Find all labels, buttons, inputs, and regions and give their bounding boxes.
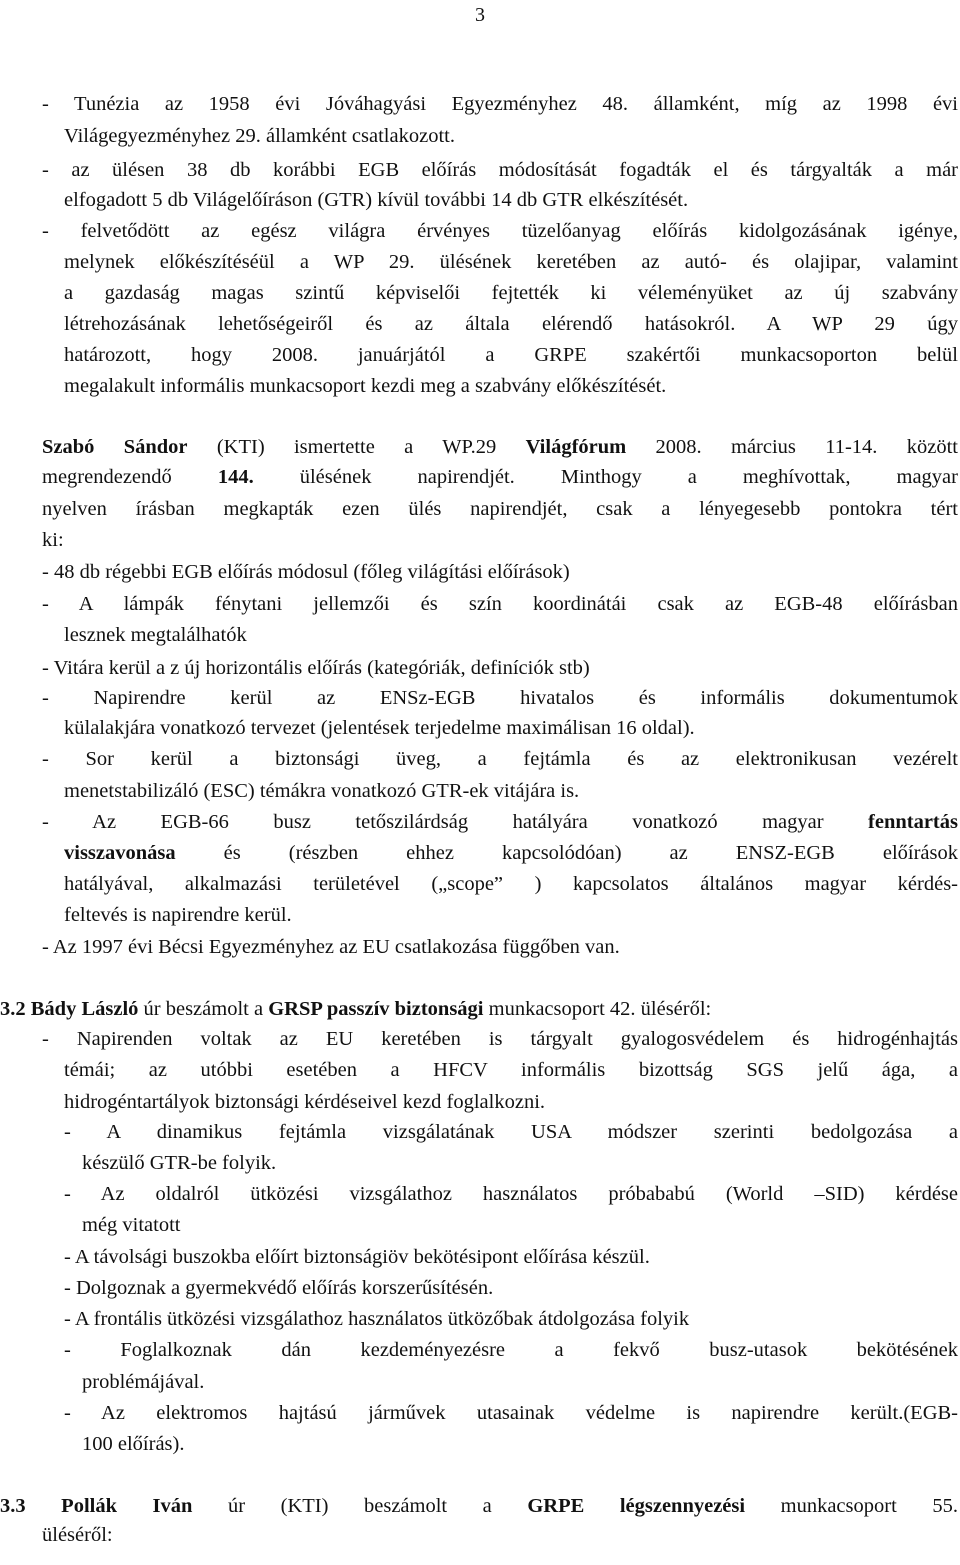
text-run: - Dolgoznak a gyermekvédő előírás korszerűsítésén.: [64, 1277, 494, 1299]
text-line: [42, 434, 958, 460]
text-run: megalakult informális munkacsoport kezdi meg a szabvány előkészítését.: [64, 375, 667, 397]
text-line: [64, 1337, 958, 1363]
bold-text: fenntartás: [868, 811, 958, 833]
text-run: és (részben ehhez kapcsolódóan) az ENSZ-EGB előírások: [175, 842, 958, 864]
text-run: a gazdaság magas szintű képviselői fejtették ki véleményüket az új szabvány: [64, 282, 958, 304]
text-run: Világegyezményhez 29. államként csatlakozott.: [64, 125, 455, 147]
text-line: [64, 123, 455, 149]
bold-text: GRSP passzív biztonsági: [268, 998, 484, 1020]
bold-text: 144.: [217, 466, 254, 488]
text-run: hatályával, alkalmazási területével („scope” ) kapcsolatos általános magyar kérdés-: [64, 873, 958, 895]
text-line: [42, 464, 958, 490]
text-run: készülő GTR-be folyik.: [82, 1152, 277, 1174]
text-run: - Tunézia az 1958 évi Jóváhagyási Egyezményhez 48. államként, míg az 1998 évi: [42, 93, 958, 115]
text-line: [64, 622, 247, 648]
text-line: [64, 1275, 493, 1301]
bold-text: 3.3 Pollák Iván: [0, 1495, 193, 1517]
text-line: [42, 157, 958, 183]
text-run: - A dinamikus fejtámla vizsgálatának USA módszer szerinti bedolgozása a: [64, 1121, 958, 1143]
text-run: - az ülésen 38 db korábbi EGB előírás módosítását fogadták el és tárgyalták a már: [42, 159, 958, 181]
text-run: ülésének napirendjét. Minthogy a meghívottak, magyar: [253, 466, 958, 488]
text-line: [64, 715, 695, 741]
text-line: [64, 311, 958, 337]
text-line: [64, 1057, 958, 1083]
text-line: [82, 1150, 276, 1176]
text-run: menetstabilizáló (ESC) témákra vonatkozó GTR-ek vitájára is.: [64, 780, 580, 802]
text-line: [42, 1026, 958, 1052]
text-run: megrendezendő: [42, 466, 218, 488]
text-line: [0, 1493, 958, 1519]
text-run: határozott, hogy 2008. januárjától a GRPE szakértői munkacsoporton belül: [64, 344, 958, 366]
text-line: [42, 496, 958, 522]
text-run: - Vitára kerül a z új horizontális előírás (kategóriák, definíciók stb): [42, 657, 590, 679]
text-line: [64, 342, 958, 368]
text-line: [64, 840, 958, 866]
text-run: külalakjára vonatkozó tervezet (jelentések terjedelme maximálisan 16 oldal).: [64, 717, 695, 739]
text-line: [42, 655, 590, 681]
text-run: elfogadott 5 db Világelőíráson (GTR) kívül további 14 db GTR elkészítését.: [64, 189, 689, 211]
text-line: [64, 1181, 958, 1207]
text-run: - A lámpák fénytani jellemzői és szín koordinátái csak az EGB-48 előírásban: [42, 593, 958, 615]
text-run: - Napirendre kerül az ENSz-EGB hivatalos és informális dokumentumok: [42, 687, 958, 709]
text-run: - Az oldalról ütközési vizsgálathoz használatos próbababú (World –SID) kérdése: [64, 1183, 958, 1205]
text-line: [82, 1431, 184, 1457]
text-run: - felvetődött az egész világra érvényes tüzelőanyag előírás kidolgozásának igénye,: [42, 220, 958, 242]
bold-text: GRPE légszennyezési: [527, 1495, 746, 1517]
text-line: [64, 187, 688, 213]
text-run: munkacsoport 42. üléséről:: [483, 998, 712, 1020]
text-line: [64, 1119, 958, 1145]
text-line: [42, 591, 958, 617]
text-run: ki:: [42, 529, 64, 551]
text-line: [64, 871, 958, 897]
text-line: [42, 809, 958, 835]
text-line: [42, 934, 620, 960]
text-run: - A frontális ütközési vizsgálathoz használatos ütközőbak átdolgozása folyik: [64, 1308, 690, 1330]
text-run: létrehozásának lehetőségeiről és az általa elérendő hatásokról. A WP 29 úgy: [64, 313, 958, 335]
text-line: [64, 280, 958, 306]
text-line: [42, 685, 958, 711]
bold-text: Szabó Sándor: [42, 436, 188, 458]
text-line: [42, 218, 958, 244]
text-run: lesznek megtalálhatók: [64, 624, 247, 646]
text-run: munkacsoport 55.: [745, 1495, 958, 1517]
text-line: [64, 1400, 958, 1426]
text-line: [82, 1212, 181, 1238]
text-line: [64, 902, 292, 928]
text-run: még vitatott: [82, 1214, 181, 1236]
text-run: feltevés is napirendre kerül.: [64, 904, 292, 926]
text-run: témái; az utóbbi esetében a HFCV informális bizottság SGS jelű ága, a: [64, 1059, 958, 1081]
text-run: úr (KTI) beszámolt a: [192, 1495, 528, 1517]
bold-text: Világfórum: [525, 436, 627, 458]
text-line: [42, 746, 958, 772]
text-run: 2008. március 11-14. között: [626, 436, 958, 458]
text-run: nyelven írásban megkapták ezen ülés napirendjét, csak a lényegesebb pontokra tért: [42, 498, 958, 520]
text-line: [64, 1306, 689, 1332]
text-run: üléséről:: [42, 1524, 113, 1546]
text-run: hidrogéntartályok biztonsági kérdéseivel kezd foglalkozni.: [64, 1091, 546, 1113]
text-line: [42, 527, 64, 553]
page-number: 3: [475, 4, 485, 26]
text-line: [64, 1089, 545, 1115]
text-line: [64, 778, 579, 804]
text-line: [42, 91, 958, 117]
text-run: - 48 db régebbi EGB előírás módosul (főleg világítási előírások): [42, 561, 570, 583]
text-line: [0, 996, 711, 1022]
text-line: [64, 1244, 650, 1270]
text-line: [64, 249, 958, 275]
text-run: melynek előkészítéséül a WP 29. ülésének keretében az autó- és olajipar, valamint: [64, 251, 958, 273]
text-run: - Az EGB-66 busz tetőszilárdság hatályára vonatkozó magyar: [42, 811, 869, 833]
text-run: - Napirenden voltak az EU keretében is tárgyalt gyalogosvédelem és hidrogénhajtás: [42, 1028, 958, 1050]
text-run: (KTI) ismertette a WP.29: [187, 436, 526, 458]
text-line: [82, 1369, 204, 1395]
text-run: - Az elektromos hajtású járművek utasainak védelme is napirendre került.(EGB-: [64, 1402, 958, 1424]
text-run: - A távolsági buszokba előírt biztonságiöv bekötésipont előírása készül.: [64, 1246, 650, 1268]
text-line: [64, 373, 666, 399]
bold-text: visszavonása: [64, 842, 176, 864]
text-line: [42, 559, 570, 585]
text-run: - Sor kerül a biztonsági üveg, a fejtámla és az elektronikusan vezérelt: [42, 748, 958, 770]
text-run: 100 előírás).: [82, 1433, 185, 1455]
text-run: problémájával.: [82, 1371, 205, 1393]
text-run: - Az 1997 évi Bécsi Egyezményhez az EU csatlakozása függőben van.: [42, 936, 620, 958]
text-run: úr beszámolt a: [138, 998, 269, 1020]
text-run: - Foglalkoznak dán kezdeményezésre a fekvő busz-utasok bekötésének: [64, 1339, 958, 1361]
bold-text: 3.2 Bády László: [0, 998, 139, 1020]
text-line: [42, 1522, 113, 1548]
